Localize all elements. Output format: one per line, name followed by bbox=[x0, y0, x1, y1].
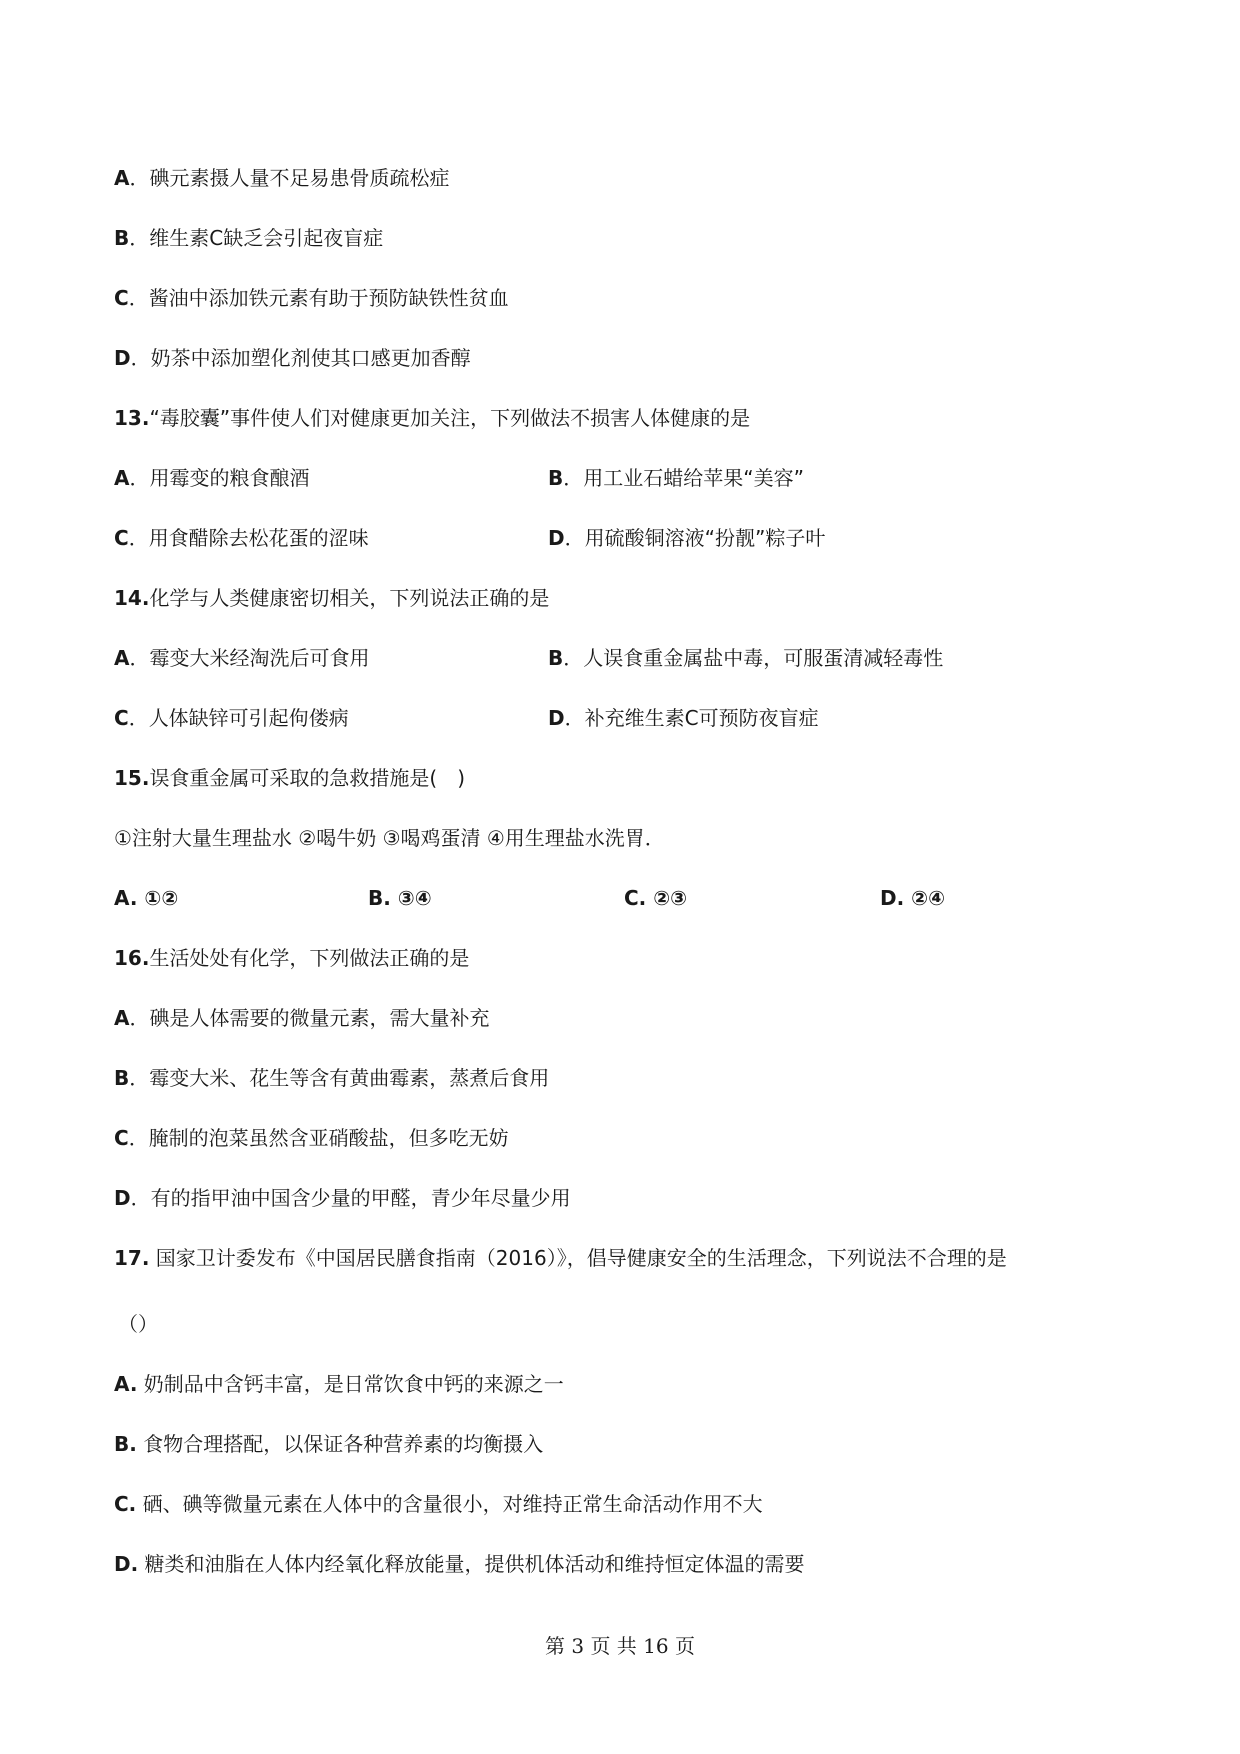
q16-option-d: D．有的指甲油中国含少量的甲醛，青少年尽量少用 bbox=[114, 1186, 571, 1210]
q16-option-a: A．碘是人体需要的微量元素，需大量补充 bbox=[114, 1006, 490, 1030]
q13-option-b: B．用工业石蜡给苹果“美容” bbox=[548, 466, 804, 490]
q17-stem: 17. 国家卫计委发布《中国居民膳食指南（2016）》，倡导健康安全的生活理念，下列说法不合理的是 bbox=[114, 1246, 1007, 1270]
q17-option-d: D. 糖类和油脂在人体内经氧化释放能量，提供机体活动和维持恒定体温的需要 bbox=[114, 1552, 805, 1576]
q12-option-b: B．维生素C缺乏会引起夜盲症 bbox=[114, 226, 384, 250]
q17-option-c: C. 硒、碘等微量元素在人体中的含量很小，对维持正常生命活动作用不大 bbox=[114, 1492, 763, 1516]
q15-measures: ①注射大量生理盐水 ②喝牛奶 ③喝鸡蛋清 ④用生理盐水洗胃． bbox=[114, 826, 665, 850]
q15-option-a: A. ①② bbox=[114, 886, 179, 910]
q13-stem: 13.“毒胶囊”事件使人们对健康更加关注，下列做法不损害人体健康的是 bbox=[114, 406, 751, 430]
q15-option-b: B. ③④ bbox=[368, 886, 432, 910]
q14-stem: 14.化学与人类健康密切相关，下列说法正确的是 bbox=[114, 586, 550, 610]
q15-stem: 15.误食重金属可采取的急救措施是( ) bbox=[114, 766, 466, 790]
q17-option-b: B. 食物合理搭配，以保证各种营养素的均衡摄入 bbox=[114, 1432, 544, 1456]
q17-answer-bracket: （） bbox=[118, 1312, 158, 1336]
q14-option-d: D．补充维生素C可预防夜盲症 bbox=[548, 706, 819, 730]
q12-option-d: D．奶茶中添加塑化剂使其口感更加香醇 bbox=[114, 346, 471, 370]
q12-option-c: C．酱油中添加铁元素有助于预防缺铁性贫血 bbox=[114, 286, 509, 310]
q16-option-c: C．腌制的泡菜虽然含亚硝酸盐，但多吃无妨 bbox=[114, 1126, 509, 1150]
q17-option-a: A. 奶制品中含钙丰富，是日常饮食中钙的来源之一 bbox=[114, 1372, 564, 1396]
q14-option-c: C．人体缺锌可引起佝偻病 bbox=[114, 706, 349, 730]
q14-option-a: A．霉变大米经淘洗后可食用 bbox=[114, 646, 370, 670]
q13-option-d: D．用硫酸铜溶液“扮靓”粽子叶 bbox=[548, 526, 826, 550]
q13-option-a: A．用霉变的粮食酿酒 bbox=[114, 466, 310, 490]
page-number-footer: 第 3 页 共 16 页 bbox=[545, 1634, 695, 1658]
q16-stem: 16.生活处处有化学，下列做法正确的是 bbox=[114, 946, 470, 970]
q14-option-b: B．人误食重金属盐中毒，可服蛋清减轻毒性 bbox=[548, 646, 944, 670]
q15-option-c: C. ②③ bbox=[624, 886, 688, 910]
q12-option-a: A．碘元素摄人量不足易患骨质疏松症 bbox=[114, 166, 450, 190]
q15-option-d: D. ②④ bbox=[880, 886, 946, 910]
q13-option-c: C．用食醋除去松花蛋的涩味 bbox=[114, 526, 369, 550]
q16-option-b: B．霉变大米、花生等含有黄曲霉素，蒸煮后食用 bbox=[114, 1066, 550, 1090]
